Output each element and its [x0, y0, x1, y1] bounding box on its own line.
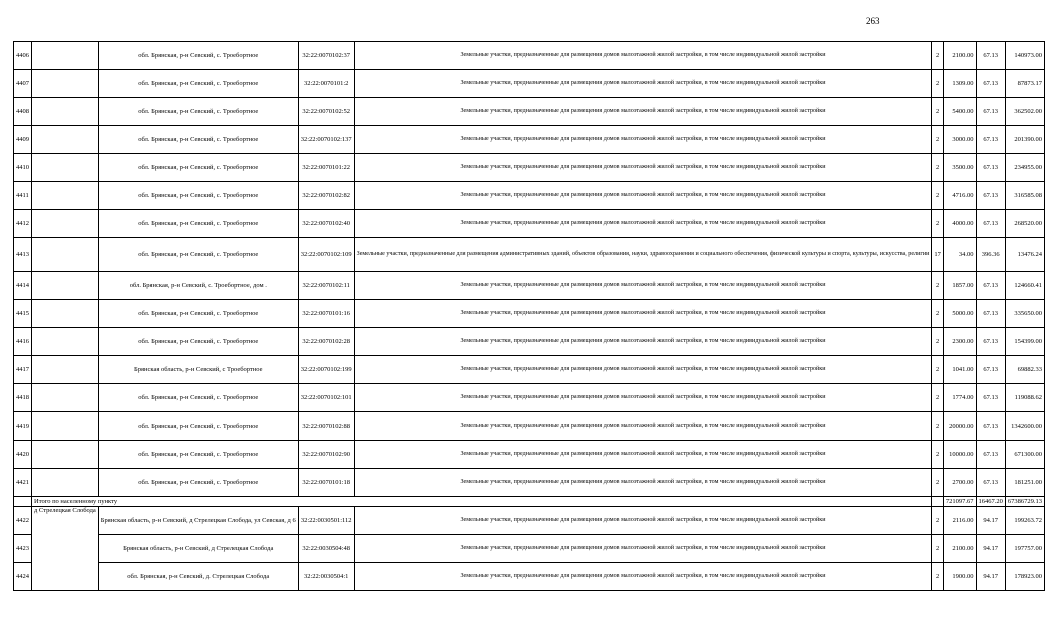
locality-cell [32, 412, 99, 441]
address-cell: обл. Брянская, р-н Севский, с. Троебортное [98, 182, 298, 210]
group-code-cell: 2 [932, 42, 944, 70]
table-row [14, 238, 1045, 272]
cadastral-value-cell: 197757.00 [1005, 535, 1044, 563]
area-cell: 1900.00 [943, 563, 976, 591]
land-plots-table [13, 41, 1045, 591]
rate-cell: 67.13 [976, 210, 1005, 238]
table-row [14, 384, 1045, 412]
group-code-cell: 2 [932, 328, 944, 356]
land-use-cell: Земельные участки, предназначенные для размещения домов малоэтажной жилой застройки, в том числе индивидуальной жилой застройки [354, 535, 932, 563]
cadastral-value-cell: 201390.00 [1005, 126, 1044, 154]
row-number: 4412 [14, 210, 32, 238]
cadastral-number-cell: 32:22:0070102:82 [298, 182, 354, 210]
area-cell: 1041.00 [943, 356, 976, 384]
locality-cell [32, 154, 99, 182]
area-cell: 3500.00 [943, 154, 976, 182]
group-code-cell: 2 [932, 535, 944, 563]
area-cell: 5400.00 [943, 98, 976, 126]
row-number: 4420 [14, 441, 32, 469]
total-rate: 16467.20 [976, 497, 1005, 507]
table-row [14, 70, 1045, 98]
area-cell: 2100.00 [943, 42, 976, 70]
locality-cell [32, 469, 99, 497]
land-use-cell: Земельные участки, предназначенные для размещения домов малоэтажной жилой застройки, в том числе индивидуальной жилой застройки [354, 272, 932, 300]
group-code-cell: 2 [932, 154, 944, 182]
cadastral-value-cell: 140973.00 [1005, 42, 1044, 70]
rate-cell: 67.13 [976, 356, 1005, 384]
address-cell: обл. Брянская, р-н Севский, с. Троебортное [98, 70, 298, 98]
address-cell: обл. Брянская, р-н Севский, с. Троебортное [98, 441, 298, 469]
page-number: 263 [866, 16, 880, 26]
rate-cell: 67.13 [976, 154, 1005, 182]
group-code-cell: 2 [932, 412, 944, 441]
address-cell: Брянская область, р-н Севский, д Стрелецкая Слобода [98, 535, 298, 563]
cadastral-number-cell: 32:22:0030504:48 [298, 535, 354, 563]
locality-cell [32, 441, 99, 469]
group-code-cell: 2 [932, 300, 944, 328]
cadastral-value-cell: 234955.00 [1005, 154, 1044, 182]
area-cell: 1309.00 [943, 70, 976, 98]
row-number: 4415 [14, 300, 32, 328]
rate-cell: 67.13 [976, 469, 1005, 497]
locality-cell [32, 300, 99, 328]
rate-cell: 94.17 [976, 535, 1005, 563]
address-cell: обл. Брянская, р-н Севский, с. Троебортное [98, 238, 298, 272]
locality-cell [32, 42, 99, 70]
cadastral-number-cell: 32:22:0070102:101 [298, 384, 354, 412]
rate-cell: 67.13 [976, 182, 1005, 210]
area-cell: 4716.00 [943, 182, 976, 210]
area-cell: 1774.00 [943, 384, 976, 412]
cadastral-number-cell: 32:22:0030504:1 [298, 563, 354, 591]
land-use-cell: Земельные участки, предназначенные для размещения домов малоэтажной жилой застройки, в том числе индивидуальной жилой застройки [354, 328, 932, 356]
address-cell: обл. Брянская, р-н Севский, с. Троебортное [98, 412, 298, 441]
total-label: Итого по населенному пункту [32, 497, 932, 507]
row-number: 4414 [14, 272, 32, 300]
rate-cell: 67.13 [976, 70, 1005, 98]
address-cell: обл. Брянская, р-н Севский, с. Троебортное [98, 300, 298, 328]
cadastral-number-cell: 32:22:0070101:22 [298, 154, 354, 182]
land-use-cell: Земельные участки, предназначенные для размещения домов малоэтажной жилой застройки, в том числе индивидуальной жилой застройки [354, 154, 932, 182]
rate-cell: 67.13 [976, 272, 1005, 300]
land-use-cell: Земельные участки, предназначенные для размещения домов малоэтажной жилой застройки, в том числе индивидуальной жилой застройки [354, 300, 932, 328]
group-code-cell: 2 [932, 384, 944, 412]
cadastral-number-cell: 32:22:0070101:2 [298, 70, 354, 98]
rate-cell: 67.13 [976, 98, 1005, 126]
total-spacer [14, 497, 32, 507]
table-row [14, 126, 1045, 154]
address-cell: обл. Брянская, р-н Севский, с. Троебортное [98, 328, 298, 356]
group-code-cell: 17 [932, 238, 944, 272]
rate-cell: 396.36 [976, 238, 1005, 272]
table-row [14, 356, 1045, 384]
cadastral-value-cell: 87873.17 [1005, 70, 1044, 98]
address-cell: обл. Брянская, р-н Севский, с. Троебортное [98, 384, 298, 412]
row-number: 4407 [14, 70, 32, 98]
locality-cell [32, 70, 99, 98]
table-row [14, 507, 1045, 535]
locality-cell [32, 210, 99, 238]
rate-cell: 67.13 [976, 126, 1005, 154]
row-number: 4408 [14, 98, 32, 126]
table-row [14, 272, 1045, 300]
land-use-cell: Земельные участки, предназначенные для размещения административных зданий, объектов образования, науки, здравоохранения и социального обеспечения, физической культуры и спорта, культуры, искусства, религии [354, 238, 932, 272]
group-code-cell: 2 [932, 507, 944, 535]
rate-cell: 67.13 [976, 328, 1005, 356]
cadastral-value-cell: 154399.00 [1005, 328, 1044, 356]
table-row [14, 300, 1045, 328]
locality-cell [32, 328, 99, 356]
row-number: 4416 [14, 328, 32, 356]
cadastral-number-cell: 32:22:0070102:40 [298, 210, 354, 238]
cadastral-number-cell: 32:22:0070102:88 [298, 412, 354, 441]
row-number: 4417 [14, 356, 32, 384]
table-row [14, 42, 1045, 70]
land-use-cell: Земельные участки, предназначенные для размещения домов малоэтажной жилой застройки, в том числе индивидуальной жилой застройки [354, 182, 932, 210]
land-use-cell: Земельные участки, предназначенные для размещения домов малоэтажной жилой застройки, в том числе индивидуальной жилой застройки [354, 507, 932, 535]
rate-cell: 67.13 [976, 300, 1005, 328]
row-number: 4413 [14, 238, 32, 272]
address-cell: обл. Брянская, р-н Севский, с. Троебортное [98, 42, 298, 70]
cadastral-number-cell: 32:22:0070102:109 [298, 238, 354, 272]
table-row [14, 412, 1045, 441]
address-cell: обл. Брянская, р-н Севский, д. Стрелецкая Слобода [98, 563, 298, 591]
table-row [14, 182, 1045, 210]
area-cell: 34.00 [943, 238, 976, 272]
cadastral-number-cell: 32:22:0070102:90 [298, 441, 354, 469]
cadastral-value-cell: 671300.00 [1005, 441, 1044, 469]
address-cell: обл. Брянская, р-н Севский, с. Троебортное [98, 126, 298, 154]
cadastral-value-cell: 1342600.00 [1005, 412, 1044, 441]
row-number: 4421 [14, 469, 32, 497]
cadastral-value-cell: 335650.00 [1005, 300, 1044, 328]
area-cell: 10000.00 [943, 441, 976, 469]
row-number: 4424 [14, 563, 32, 591]
rate-cell: 67.13 [976, 384, 1005, 412]
address-cell: обл. Брянская, р-н Севский, с. Троебортное [98, 98, 298, 126]
row-number: 4410 [14, 154, 32, 182]
locality-cell [32, 126, 99, 154]
land-use-cell: Земельные участки, предназначенные для размещения домов малоэтажной жилой застройки, в том числе индивидуальной жилой застройки [354, 126, 932, 154]
locality-cell [32, 384, 99, 412]
row-number: 4409 [14, 126, 32, 154]
group-code-cell: 2 [932, 441, 944, 469]
area-cell: 5000.00 [943, 300, 976, 328]
group-code-cell: 2 [932, 272, 944, 300]
cadastral-number-cell: 32:22:0070102:199 [298, 356, 354, 384]
area-cell: 2300.00 [943, 328, 976, 356]
row-number: 4419 [14, 412, 32, 441]
rate-cell: 67.13 [976, 42, 1005, 70]
rate-cell: 67.13 [976, 441, 1005, 469]
address-cell: обл. Брянская, р-н Севский, с. Троебортное, дом . [98, 272, 298, 300]
table-row [14, 563, 1045, 591]
area-cell: 2116.00 [943, 507, 976, 535]
cadastral-number-cell: 32:22:0070102:11 [298, 272, 354, 300]
cadastral-value-cell: 268520.00 [1005, 210, 1044, 238]
row-number: 4411 [14, 182, 32, 210]
land-use-cell: Земельные участки, предназначенные для размещения домов малоэтажной жилой застройки, в том числе индивидуальной жилой застройки [354, 42, 932, 70]
cadastral-number-cell: 32:22:0070102:52 [298, 98, 354, 126]
cadastral-value-cell: 199263.72 [1005, 507, 1044, 535]
cadastral-value-cell: 69882.33 [1005, 356, 1044, 384]
table-row [14, 441, 1045, 469]
group-code-cell: 2 [932, 469, 944, 497]
group-code-cell: 2 [932, 126, 944, 154]
area-cell: 2100.00 [943, 535, 976, 563]
address-cell: обл. Брянская, р-н Севский, с. Троебортное [98, 210, 298, 238]
table-row [14, 469, 1045, 497]
row-number: 4422 [14, 507, 32, 535]
area-cell: 20000.00 [943, 412, 976, 441]
locality-cell [32, 272, 99, 300]
address-cell: обл. Брянская, р-н Севский, с. Троебортное [98, 154, 298, 182]
cadastral-value-cell: 181251.00 [1005, 469, 1044, 497]
land-use-cell: Земельные участки, предназначенные для размещения домов малоэтажной жилой застройки, в том числе индивидуальной жилой застройки [354, 441, 932, 469]
land-use-cell: Земельные участки, предназначенные для размещения домов малоэтажной жилой застройки, в том числе индивидуальной жилой застройки [354, 98, 932, 126]
row-number: 4418 [14, 384, 32, 412]
table-row [14, 535, 1045, 563]
cadastral-value-cell: 178923.00 [1005, 563, 1044, 591]
area-cell: 3000.00 [943, 126, 976, 154]
address-cell: обл. Брянская, р-н Севский, с. Троебортное [98, 469, 298, 497]
land-use-cell: Земельные участки, предназначенные для размещения домов малоэтажной жилой застройки, в том числе индивидуальной жилой застройки [354, 563, 932, 591]
cadastral-value-cell: 124660.41 [1005, 272, 1044, 300]
group-code-cell: 2 [932, 210, 944, 238]
table-row [14, 328, 1045, 356]
locality-cell [32, 356, 99, 384]
rate-cell: 94.17 [976, 563, 1005, 591]
locality-cell [32, 238, 99, 272]
cadastral-number-cell: 32:22:0070102:28 [298, 328, 354, 356]
group-code-cell: 2 [932, 356, 944, 384]
cadastral-number-cell: 32:22:0030501:112 [298, 507, 354, 535]
group-code-cell: 2 [932, 182, 944, 210]
table-row [14, 98, 1045, 126]
table-row [14, 210, 1045, 238]
land-use-cell: Земельные участки, предназначенные для размещения домов малоэтажной жилой застройки, в том числе индивидуальной жилой застройки [354, 412, 932, 441]
cadastral-number-cell: 32:22:0070102:137 [298, 126, 354, 154]
land-use-cell: Земельные участки, предназначенные для размещения домов малоэтажной жилой застройки, в том числе индивидуальной жилой застройки [354, 70, 932, 98]
area-cell: 1857.00 [943, 272, 976, 300]
cadastral-number-cell: 32:22:0070102:37 [298, 42, 354, 70]
land-use-cell: Земельные участки, предназначенные для размещения домов малоэтажной жилой застройки, в том числе индивидуальной жилой застройки [354, 210, 932, 238]
area-cell: 4000.00 [943, 210, 976, 238]
locality-cell [32, 98, 99, 126]
cadastral-value-cell: 316585.08 [1005, 182, 1044, 210]
total-spacer [932, 497, 944, 507]
land-use-cell: Земельные участки, предназначенные для размещения домов малоэтажной жилой застройки, в том числе индивидуальной жилой застройки [354, 356, 932, 384]
total-value: 67386729.13 [1005, 497, 1044, 507]
locality-total-row [14, 497, 1045, 507]
cadastral-value-cell: 13476.24 [1005, 238, 1044, 272]
rate-cell: 94.17 [976, 507, 1005, 535]
table-row [14, 154, 1045, 182]
rate-cell: 67.13 [976, 412, 1005, 441]
address-cell: Брянская область, р-н Севский, д Стрелецкая Слобода, ул Севская, д 6 [98, 507, 298, 535]
row-number: 4423 [14, 535, 32, 563]
cadastral-value-cell: 362502.00 [1005, 98, 1044, 126]
land-use-cell: Земельные участки, предназначенные для размещения домов малоэтажной жилой застройки, в том числе индивидуальной жилой застройки [354, 384, 932, 412]
land-use-cell: Земельные участки, предназначенные для размещения домов малоэтажной жилой застройки, в том числе индивидуальной жилой застройки [354, 469, 932, 497]
cadastral-number-cell: 32:22:0070101:16 [298, 300, 354, 328]
locality-name: д Стрелецкая Слобода [32, 507, 99, 591]
group-code-cell: 2 [932, 70, 944, 98]
address-cell: Брянская область, р-н Севский, с Троебортное [98, 356, 298, 384]
locality-cell [32, 182, 99, 210]
area-cell: 2700.00 [943, 469, 976, 497]
cadastral-number-cell: 32:22:0070101:18 [298, 469, 354, 497]
row-number: 4406 [14, 42, 32, 70]
cadastral-value-cell: 119088.62 [1005, 384, 1044, 412]
group-code-cell: 2 [932, 563, 944, 591]
group-code-cell: 2 [932, 98, 944, 126]
total-area: 721097.67 [943, 497, 976, 507]
